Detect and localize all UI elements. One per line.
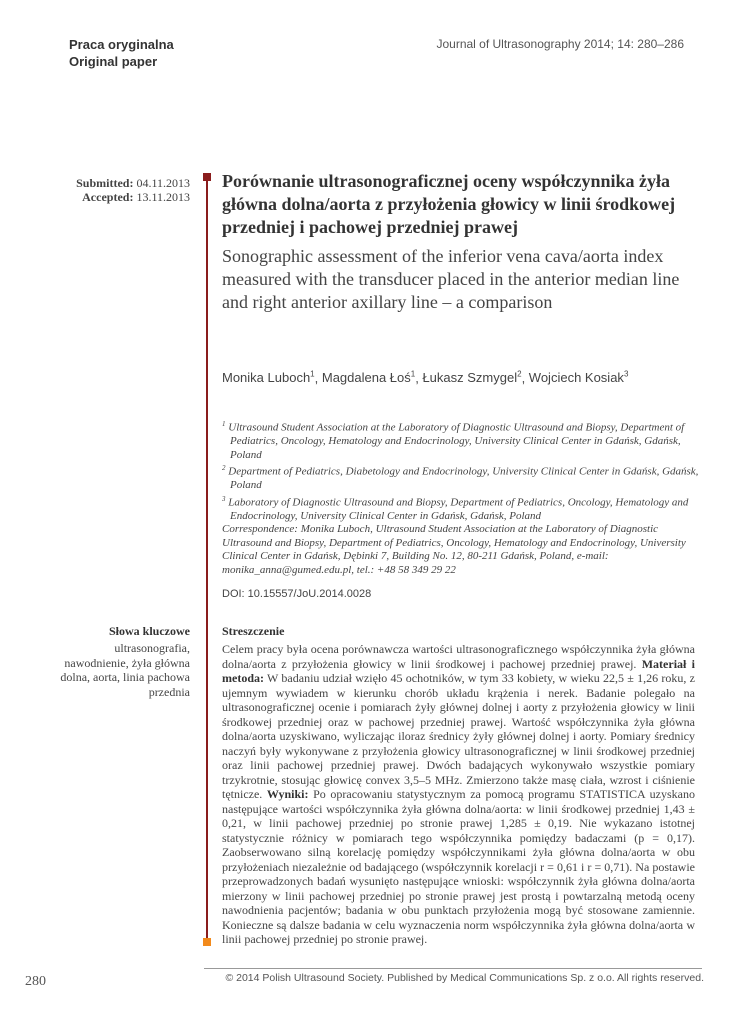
abstract-aim: Celem pracy była ocena porównawcza wartości ultrasonograficznego współczynnika żyła główna dolna/aorta z przyłożenia głowicy w linii środkowej i pachowej przedniej prawej. xyxy=(222,642,695,671)
abstract-results: Po opracowaniu statystycznym za pomocą programu STATISTICA uzyskano następujące wartości współczynnika żyła główna dolna/aorta: w linii środkowej przedniej 1,43 ± 0,21, w linii pachowej przedniej po stronie prawej 1,285 ± 0,19. Nie wykazano istotnej statystycznie różnicy w pomiarach tego współczynnika pomiędzy badaczami (p = 0,17). Zaobserwowano silną korelację pomiędzy współczynnikami żyła główna dolna/aorta w obu przyłożeniach niezależnie od badającego (współczynnik korelacji r = 0,61 i r = 0,71). Na postawie przeprowadzonych badań wysunięto następujące wnioski: współczynnik żyła główna dolna/aorta mierzony w linii pachowej przedniej po stronie prawej jest prostą i powtarzalną metodą oceny nawodnienia pacjentów; badania w obu punktach przyłożenia mogą być stosowane zamiennie. Konieczne są dalsze badania w celu wyznaczenia norm współczynnika żyła główna dolna/aorta w linii pachowej przedniej po stronie prawej. xyxy=(222,787,695,946)
correspondence: Correspondence: Monika Luboch, Ultrasound Student Association at the Laboratory of Diagnostic Ultrasound and Biopsy, Department of Pediatrics, Oncology, Hematology and Endocrinology, University Clinical Center in Gdańsk, Dębinki 7, Building No. 12, 80-211 Gdańsk, Poland, e-mail: monika_anna@gumed.edu.pl, tel.: +48 58 349 29 22 xyxy=(222,523,686,576)
submitted-date: Submitted: 04.11.2013 xyxy=(76,176,190,190)
author-2: Magdalena Łoś$^1$ xyxy=(321,370,416,386)
abstract-text xyxy=(222,642,695,947)
abstract-results-label: Wyniki: xyxy=(266,787,309,801)
author-affiliation-mark: 2 xyxy=(517,370,522,379)
affiliation-3: $^3$ Laboratory of Diagnostic Ultrasound and Biopsy, Department of Pediatrics, Oncology, Hematology and Endocrinology, University Clinical Center in Gdańsk, Gdańsk, Poland xyxy=(222,494,689,522)
journal-reference: Journal of Ultrasonography 2014; 14: 280–286 xyxy=(436,37,684,51)
author-list: Monika Luboch$^1$, Magdalena Łoś$^1$, Łukasz Szmygel$^2$, Wojciech Kosiak$^3$ xyxy=(222,370,629,386)
author-1: Monika Luboch$^1$ xyxy=(222,370,315,386)
affiliations xyxy=(222,418,702,577)
affiliation-2: $^2$ Department of Pediatrics, Diabetology and Endocrinology, University Clinical Center in Gdańsk, Gdańsk, Poland xyxy=(222,464,699,492)
page-number: 280 xyxy=(25,974,46,989)
abstract-methods: W badaniu udział wzięło 45 ochotników, w tym 33 kobiety, w wieku 22,5 ± 1,26 roku, z ujemnym wywiadem w kierunku chorób układu krążenia i nerek. Badanie polegało na ultrasonograficznej ocenie i pomiarach żyły głównej dolnej i aorty z przyłożenia głowicy w linii środkowej przedniej oraz w pachowej przedniej prawej. Wartość współczynnika żyła główna dolna/aorta uzyskiwano, wyliczając iloraz średnicy żyły głównej dolnej i aorty. Pomiary średnicy naczyń były wykonywane z przyłożenia głowicy ultrasonograficznej w linii środkowej przedniej oraz linii pachowej przedniej prawej. Dwóch badających wykonywało wszystkie pomiary trzykrotnie, stosując głowicę convex 3,5–5 MHz. Zmierzono także masę ciała, wzrost i ciśnienie tętnicze. xyxy=(222,671,695,801)
author-3: Łukasz Szmygel$^2$ xyxy=(422,370,522,386)
article-type-pl: Praca oryginalna xyxy=(69,37,174,52)
submission-dates xyxy=(76,176,190,204)
accent-vertical-rule xyxy=(206,177,208,940)
accepted-date: Accepted: 13.11.2013 xyxy=(82,190,190,204)
author-affiliation-mark: 1 xyxy=(410,370,416,379)
doi: DOI: 10.15557/JoU.2014.0028 xyxy=(222,588,372,600)
abstract-methods-label: Materiał i metoda: xyxy=(222,656,696,685)
accent-bar-bottom-marker xyxy=(203,938,211,946)
copyright: © 2014 Polish Ultrasound Society. Published by Medical Communications Sp. z o.o. All rights reserved. xyxy=(225,972,704,984)
article-type xyxy=(69,36,174,70)
author-affiliation-mark: 3 xyxy=(623,370,629,379)
keywords-text: ultrasonografia, nawodnienie, żyła główna dolna, aorta, linia pachowa przednia xyxy=(60,641,190,699)
article-type-en: Original paper xyxy=(69,54,158,69)
abstract-heading: Streszczenie xyxy=(222,624,285,638)
title-polish: Porównanie ultrasonograficznej oceny współczynnika żyła główna dolna/aorta z przyłożenia głowicy w linii środkowej przedniej i pachowej przedniej prawej xyxy=(222,171,676,237)
author-4: Wojciech Kosiak$^3$ xyxy=(528,370,629,386)
author-affiliation-mark: 1 xyxy=(310,370,315,379)
keywords-heading: Słowa kluczowe xyxy=(109,624,190,638)
footer-rule xyxy=(204,968,702,969)
affiliation-1: $^1$ Ultrasound Student Association at the Laboratory of Diagnostic Ultrasound and Biopsy, Department of Pediatrics, Oncology, Hematology and Endocrinology, University Clinical Center in Gdańsk, Gdańsk, Poland xyxy=(222,420,685,461)
title-english: Sonographic assessment of the inferior vena cava/aorta index measured with the transducer placed in the anterior median line and right anterior axillary line – a comparison xyxy=(222,246,680,312)
